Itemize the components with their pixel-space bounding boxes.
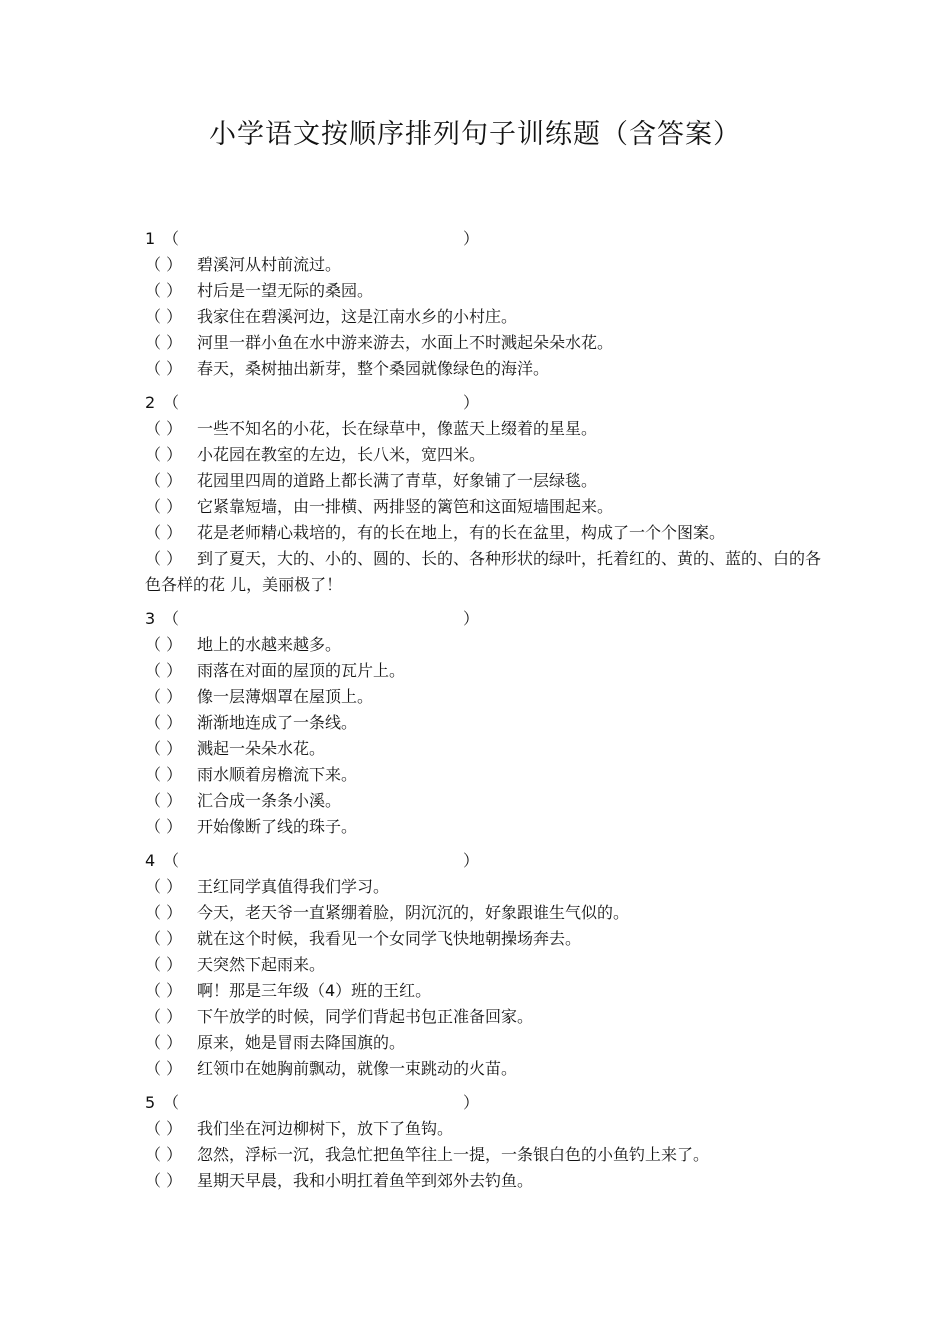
question-3 [145, 606, 825, 840]
sentence-text: 我们坐在河边柳树下，放下了鱼钩。 [197, 1119, 454, 1138]
sentence-item [145, 926, 825, 952]
sentence-item [145, 252, 825, 278]
sentence-text: 开始像断了线的珠子。 [197, 817, 358, 836]
order-bracket: （ ） [145, 1145, 183, 1164]
order-bracket: （ ） [145, 981, 183, 1000]
question-list [145, 226, 825, 1202]
answer-bracket-close: ） [463, 1093, 480, 1112]
order-bracket: （ ） [145, 687, 183, 706]
sentence-text: 王红同学真值得我们学习。 [197, 877, 390, 896]
sentence-text: 下午放学的时候，同学们背起书包正准备回家。 [197, 1007, 534, 1026]
sentence-text: 汇合成一条条小溪。 [197, 791, 342, 810]
order-bracket: （ ） [145, 765, 183, 784]
order-bracket: （ ） [145, 471, 183, 490]
sentence-text: 红领巾在她胸前飘动，就像一束跳动的火苗。 [197, 1059, 518, 1078]
question-number: 5 [145, 1093, 156, 1112]
order-bracket: （ ） [145, 661, 183, 680]
answer-bracket-close: ） [463, 393, 480, 412]
sentence-text: 花是老师精心栽培的，有的长在地上，有的长在盆里，构成了一个个图案。 [197, 523, 726, 542]
sentence-text: 原来，她是冒雨去降国旗的。 [197, 1033, 406, 1052]
order-bracket: （ ） [145, 1033, 183, 1052]
order-bracket: （ ） [145, 523, 183, 542]
question-header [145, 848, 825, 874]
question-number: 3 [145, 609, 156, 628]
question-header [145, 390, 825, 416]
sentence-item [145, 468, 825, 494]
question-2 [145, 390, 825, 598]
sentence-item [145, 814, 825, 840]
sentence-text: 星期天早晨，我和小明扛着鱼竿到郊外去钓鱼。 [197, 1171, 534, 1190]
answer-bracket-close: ） [463, 609, 480, 628]
order-bracket: （ ） [145, 333, 183, 352]
sentence-text: 地上的水越来越多。 [197, 635, 342, 654]
sentence-item [145, 356, 825, 382]
sentence-text: 它紧靠短墙，由一排横、两排竖的篱笆和这面短墙围起来。 [197, 497, 614, 516]
sentence-item [145, 710, 825, 736]
sentence-item [145, 900, 825, 926]
order-bracket: （ ） [145, 1171, 183, 1190]
question-5 [145, 1090, 825, 1194]
sentence-item [145, 952, 825, 978]
sentence-item [145, 520, 825, 546]
sentence-item [145, 1168, 825, 1194]
order-bracket: （ ） [145, 1119, 183, 1138]
order-bracket: （ ） [145, 281, 183, 300]
sentence-text: 到了夏天，大的、小的、圆的、长的、各种形状的绿叶，托着红的、黄的、蓝的、白的各色各样的花 儿，美丽极了！ [145, 549, 822, 594]
sentence-text: 天突然下起雨来。 [197, 955, 326, 974]
order-bracket: （ ） [145, 713, 183, 732]
order-bracket: （ ） [145, 1007, 183, 1026]
answer-bracket-open: （ [163, 229, 180, 248]
order-bracket: （ ） [145, 359, 183, 378]
order-bracket: （ ） [145, 497, 183, 516]
sentence-text: 花园里四周的道路上都长满了青草，好象铺了一层绿毯。 [197, 471, 598, 490]
sentence-item [145, 658, 825, 684]
sentence-text: 碧溪河从村前流过。 [197, 255, 342, 274]
sentence-item [145, 494, 825, 520]
sentence-text: 溅起一朵朵水花。 [197, 739, 326, 758]
sentence-text: 春天，桑树抽出新芽，整个桑园就像绿色的海洋。 [197, 359, 550, 378]
sentence-item [145, 1116, 825, 1142]
sentence-item [145, 1004, 825, 1030]
order-bracket: （ ） [145, 955, 183, 974]
order-bracket: （ ） [145, 1059, 183, 1078]
answer-bracket-close: ） [463, 851, 480, 870]
order-bracket: （ ） [145, 791, 183, 810]
order-bracket: （ ） [145, 307, 183, 326]
sentence-text: 村后是一望无际的桑园。 [197, 281, 374, 300]
sentence-text: 河里一群小鱼在水中游来游去，水面上不时溅起朵朵水花。 [197, 333, 614, 352]
sentence-item [145, 1142, 825, 1168]
sentence-item [145, 442, 825, 468]
order-bracket: （ ） [145, 877, 183, 896]
sentence-item [145, 632, 825, 658]
answer-bracket-open: （ [163, 851, 180, 870]
order-bracket: （ ） [145, 419, 183, 438]
sentence-text: 渐渐地连成了一条线。 [197, 713, 358, 732]
order-bracket: （ ） [145, 445, 183, 464]
sentence-item [145, 278, 825, 304]
sentence-item [145, 762, 825, 788]
sentence-item [145, 1030, 825, 1056]
sentence-text: 就在这个时候，我看见一个女同学飞快地朝操场奔去。 [197, 929, 582, 948]
answer-bracket-open: （ [163, 1093, 180, 1112]
question-number: 1 [145, 229, 156, 248]
sentence-text: 我家住在碧溪河边，这是江南水乡的小村庄。 [197, 307, 518, 326]
sentence-text: 今天，老天爷一直紧绷着脸，阴沉沉的，好象跟谁生气似的。 [197, 903, 630, 922]
sentence-item [145, 330, 825, 356]
question-number: 2 [145, 393, 156, 412]
sentence-item [145, 978, 825, 1004]
answer-bracket-open: （ [163, 393, 180, 412]
question-4 [145, 848, 825, 1082]
sentence-item [145, 546, 825, 598]
sentence-text: 忽然，浮标一沉，我急忙把鱼竿往上一提，一条银白色的小鱼钓上来了。 [197, 1145, 710, 1164]
order-bracket: （ ） [145, 929, 183, 948]
sentence-item [145, 304, 825, 330]
question-header [145, 1090, 825, 1116]
sentence-text: 一些不知名的小花，长在绿草中，像蓝天上缀着的星星。 [197, 419, 598, 438]
order-bracket: （ ） [145, 739, 183, 758]
page-title: 小学语文按顺序排列句子训练题（含答案） [209, 119, 741, 150]
sentence-item [145, 416, 825, 442]
question-number: 4 [145, 851, 156, 870]
sentence-text: 啊！那是三年级（4）班的王红。 [197, 981, 432, 1000]
answer-bracket-close: ） [463, 229, 480, 248]
sentence-item [145, 874, 825, 900]
answer-bracket-open: （ [163, 609, 180, 628]
order-bracket: （ ） [145, 635, 183, 654]
question-header [145, 606, 825, 632]
sentence-text: 小花园在教室的左边，长八米，宽四米。 [197, 445, 486, 464]
sentence-item [145, 736, 825, 762]
sentence-item [145, 1056, 825, 1082]
order-bracket: （ ） [145, 903, 183, 922]
sentence-item [145, 684, 825, 710]
sentence-text: 雨水顺着房檐流下来。 [197, 765, 358, 784]
sentence-text: 雨落在对面的屋顶的瓦片上。 [197, 661, 406, 680]
order-bracket: （ ） [145, 817, 183, 836]
question-header [145, 226, 825, 252]
sentence-item [145, 788, 825, 814]
order-bracket: （ ） [145, 255, 183, 274]
order-bracket: （ ） [145, 549, 183, 568]
question-1 [145, 226, 825, 382]
sentence-text: 像一层薄烟罩在屋顶上。 [197, 687, 374, 706]
